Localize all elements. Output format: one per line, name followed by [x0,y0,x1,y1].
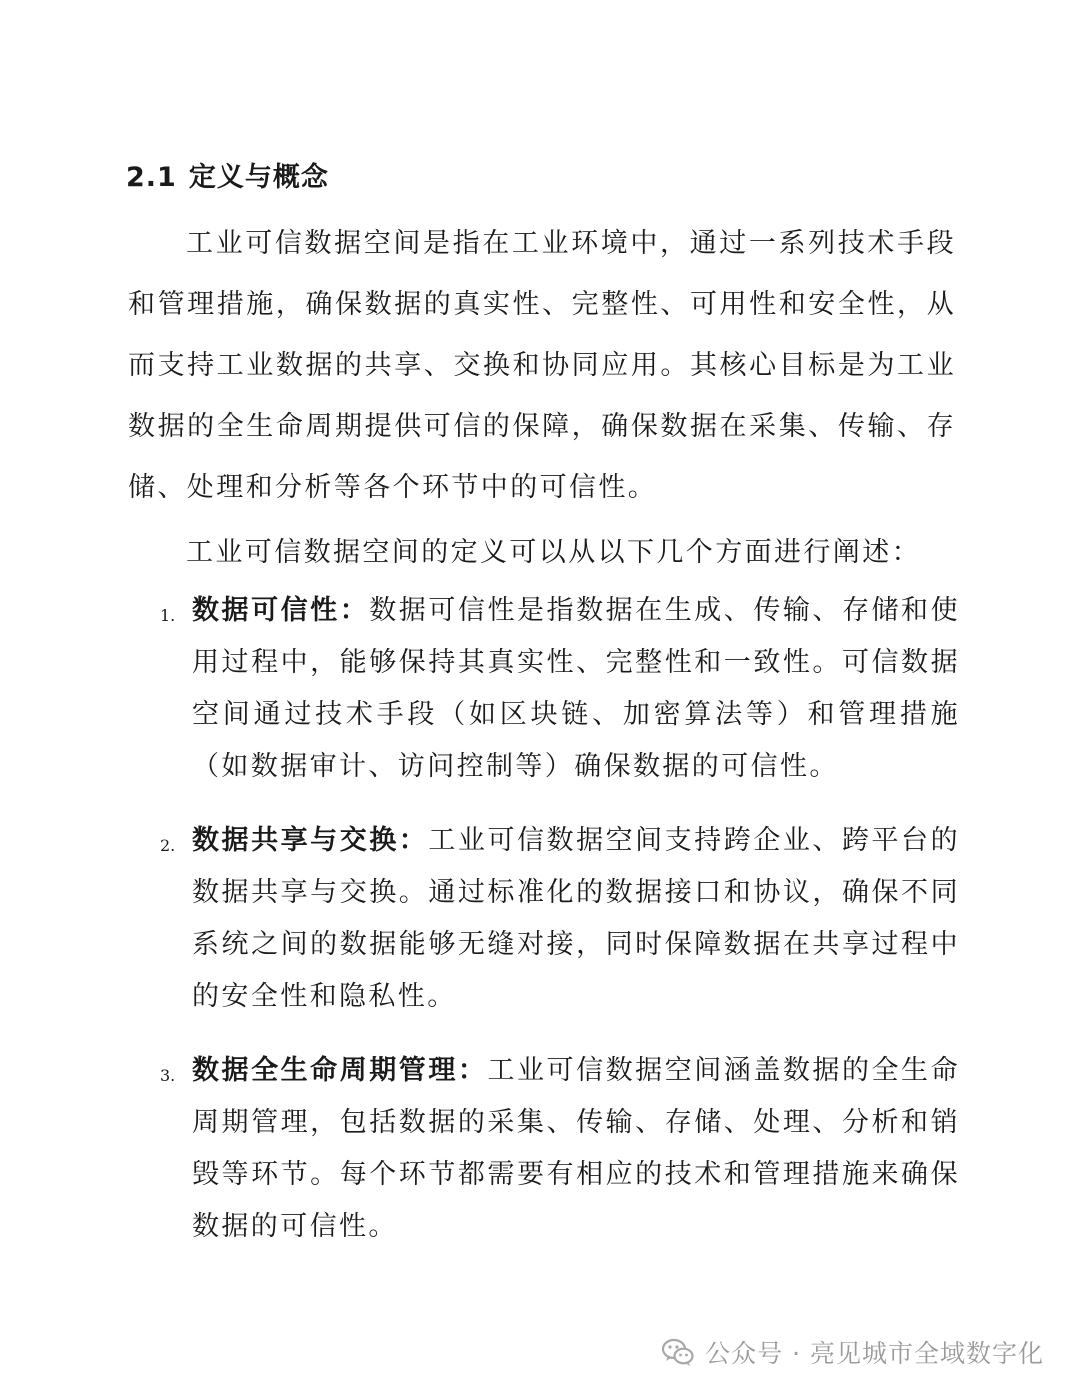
intro-paragraph: 工业可信数据空间是指在工业环境中，通过一系列技术手段和管理措施，确保数据的真实性、完整性、可用性和安全性，从而支持工业数据的共享、交换和协同应用。其核心目标是为工业数据的全生命周期提供可信的保障，确保数据在采集、传输、存储、处理和分析等各个环节中的可信性。 [128,228,956,503]
list-marker: 2. [160,836,176,855]
list-item [160,585,960,793]
list-marker: 1. [160,606,176,625]
list-item [160,815,960,1023]
watermark [661,1330,1044,1374]
list-marker: 3. [160,1066,176,1085]
wechat-icon [661,1335,695,1369]
list-item [160,1045,960,1253]
list-item-text: 数据可信性是指数据在生成、传输、存储和使用过程中，能够保持其真实性、完整性和一致性。可信数据空间通过技术手段（如区块链、加密算法等）和管理措施（如数据审计、访问控制等）确保数据的可信性。 [192,595,960,782]
list-item-text: 工业可信数据空间涵盖数据的全生命周期管理，包括数据的采集、传输、存储、处理、分析和销毁等环节。每个环节都需要有相应的技术和管理措施来确保数据的可信性。 [192,1055,960,1242]
list-item-term: 数据可信性： [192,595,370,626]
list-item-text: 工业可信数据空间支持跨企业、跨平台的数据共享与交换。通过标准化的数据接口和协议，确保不同系统之间的数据能够无缝对接，同时保障数据在共享过程中的安全性和隐私性。 [192,825,961,1012]
section-number: 2.1 [126,162,177,193]
watermark-text: 公众号 · 亮见城市全域数字化 [705,1339,1044,1368]
section-heading [126,158,329,198]
list-item-term: 数据全生命周期管理： [192,1055,488,1086]
lead-in-paragraph: 工业可信数据空间的定义可以从以下几个方面进行阐述： [186,537,921,568]
list-item-body [192,1045,960,1253]
list-item-term: 数据共享与交换： [192,825,429,856]
list-item-body [192,815,960,1023]
section-title: 定义与概念 [188,162,329,193]
list-item-body [192,585,960,793]
